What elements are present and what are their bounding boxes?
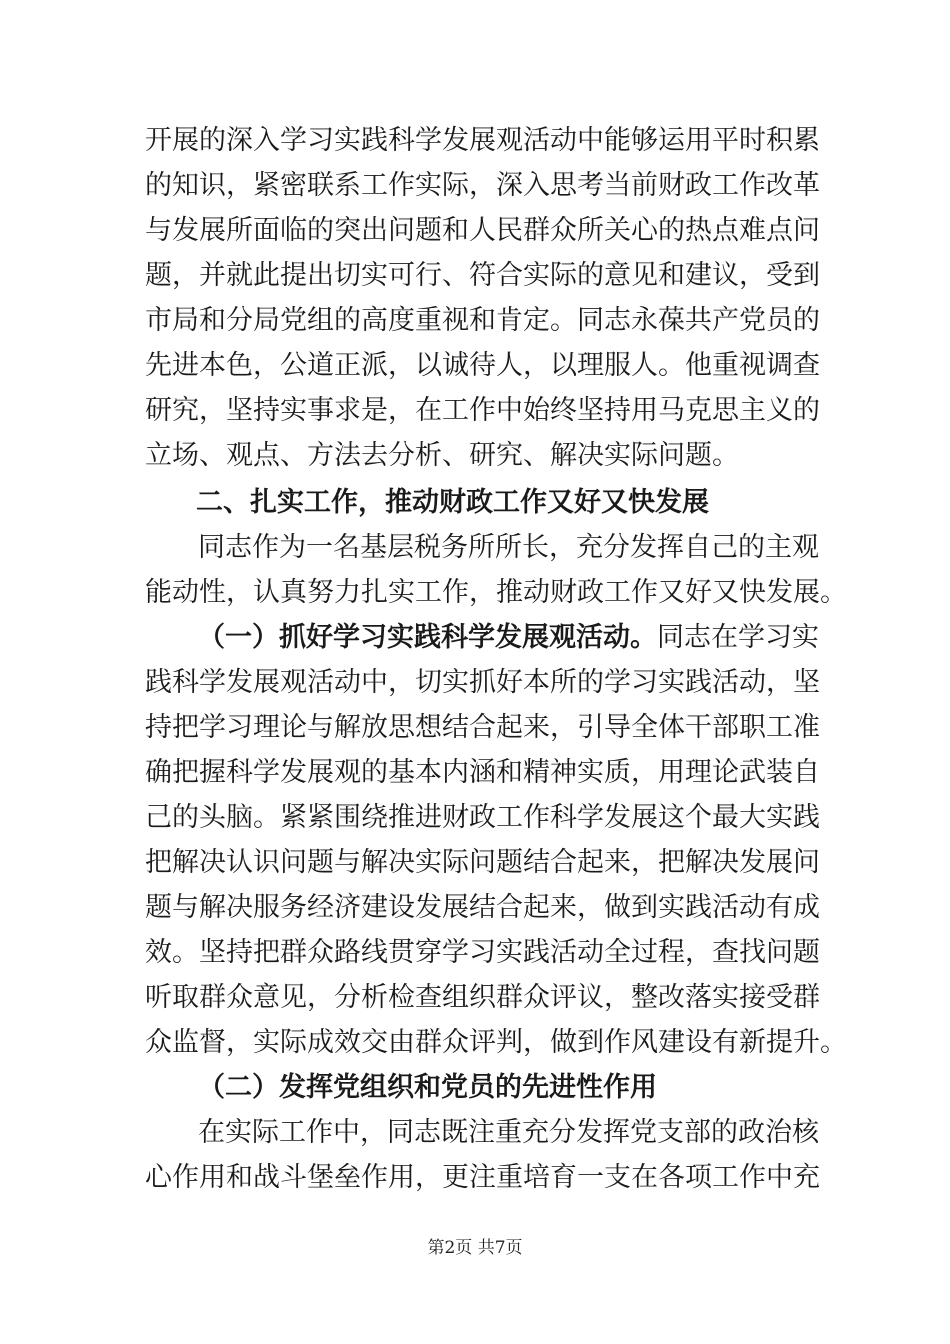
body-line: 立场、观点、方法去分析、研究、解决实际问题。: [145, 440, 739, 471]
body-line: 题与解决服务经济建设发展结合起来，做到实践活动有成: [145, 892, 820, 923]
body-line: 开展的深入学习实践科学发展观活动中能够运用平时积累: [145, 125, 820, 156]
body-line: 与发展所面临的突出问题和人民群众所关心的热点难点问: [145, 215, 820, 246]
body-line: 效。坚持把群众路线贯穿学习实践活动全过程，查找问题: [145, 937, 820, 968]
body-line: 确把握科学发展观的基本内涵和精神实质，用理论武装自: [145, 757, 820, 788]
page-footer: 第2页 共7页: [427, 1238, 523, 1258]
body-line: 研究，坚持实事求是，在工作中始终坚持用马克思主义的: [145, 395, 820, 426]
body-line: 践科学发展观活动中，切实抓好本所的学习实践活动，坚: [145, 667, 820, 698]
body-line: 在实际工作中，同志既注重充分发挥党支部的政治核: [198, 1117, 819, 1148]
body-line: 市局和分局党组的高度重视和肯定。同志永葆共产党员的: [145, 305, 820, 336]
section-subheading: （二）发挥党组织和党员的先进性作用: [198, 1072, 657, 1103]
section-heading: 二、扎实工作，推动财政工作又好又快发展: [196, 487, 709, 518]
subheading-rest: 同志在学习实: [657, 622, 819, 653]
body-line: 把解决认识问题与解决实际问题结合起来，把解决发展问: [145, 847, 820, 878]
body-line: 先进本色，公道正派，以诚待人，以理服人。他重视调查: [145, 350, 820, 381]
subheading-line: [198, 618, 819, 658]
body-line: 能动性，认真努力扎实工作，推动财政工作又好又快发展。: [145, 577, 847, 608]
body-line: 持把学习理论与解放思想结合起来，引导全体干部职工准: [145, 712, 820, 743]
subheading-bold: （一）抓好学习实践科学发展观活动。: [198, 622, 657, 653]
body-line: 听取群众意见，分析检查组织群众评议，整改落实接受群: [145, 982, 820, 1013]
body-line: 题，并就此提出切实可行、符合实际的意见和建议，受到: [145, 260, 820, 291]
body-line: 己的头脑。紧紧围绕推进财政工作科学发展这个最大实践: [145, 802, 820, 833]
body-line: 的知识，紧密联系工作实际，深入思考当前财政工作改革: [145, 170, 820, 201]
body-line: 同志作为一名基层税务所所长，充分发挥自己的主观: [198, 532, 819, 563]
body-line: 心作用和战斗堡垒作用，更注重培育一支在各项工作中充: [145, 1162, 820, 1193]
body-line: 众监督，实际成效交由群众评判，做到作风建设有新提升。: [145, 1027, 847, 1058]
